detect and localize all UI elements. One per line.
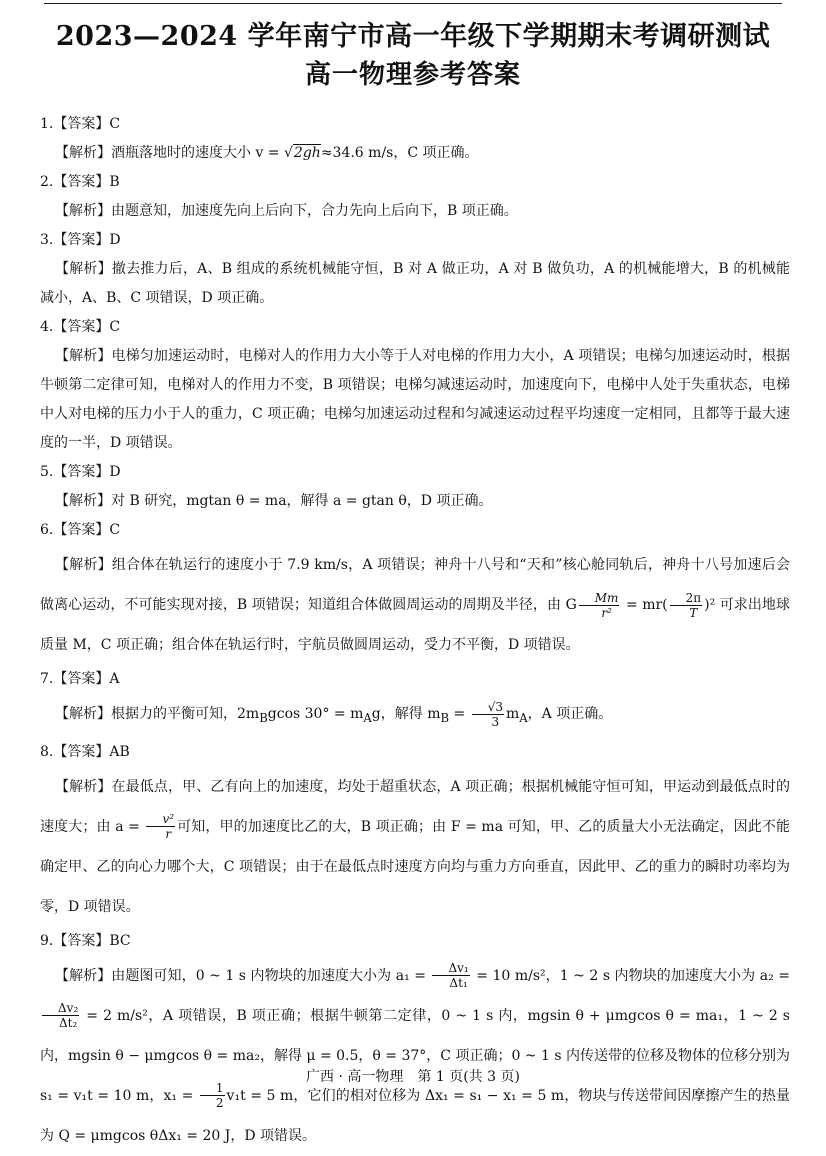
explanation: 【解析】由题图可知，0 ~ 1 s 内物块的加速度大小为 a₁ = $\frac{\text{Δv₁}}{\text{Δt₁}}$ = 10 m/s²，1 ~ 2 s 内物块的加速度大小为 a₂ = $\frac{\text{Δv₂}}{\text{Δt₂}}$ = 2 m/s²，A 项错误，B 项正确；根据牛顿第二定律，0 ~ 1 s 内，mgsin θ + μmgcos θ = ma₁，1 ~ 2 s 内，mgsin θ − μmgcos θ = ma₂，解得 μ = 0.5，θ = 37°，C 项正确；0 ~ 1 s 内传送带的位移及物体的位移分别为 s₁ = v₁t = 10 m，x₁ = $\frac{1}{2}$ v₁t = 5 m，它们的相对位移为 Δx₁ = s₁ − x₁ = 5 m，物块与传送带间因摩擦产生的热量为 Q = μmgcos θΔx₁ = 20 J，D 项错误。 <box>40 961 791 1144</box>
answers-list <box>40 110 790 1156</box>
page-subtitle: 高一物理参考答案 <box>304 60 521 90</box>
explanation: 【解析】在最低点，甲、乙有向上的加速度，均处于超重状态，A 项正确；根据机械能守恒可知，甲运动到最低点时的速度大；由 a = $\frac{\text{v²}}{r}$ 可知，甲的加速度比乙的大，B 项正确；由 F = ma 可知，甲、乙的质量大小无法确定，因此不能确定甲、乙的向心力哪个大，C 项错误；由于在最低点时速度方向均与重力方向垂直，因此甲、乙的重力的瞬时功率均为零，D 项错误。 <box>40 778 790 915</box>
explanation: 【解析】对 B 研究，mgtan θ = ma，解得 a = gtan θ，D 项正确。 <box>55 493 493 509</box>
top-rule <box>44 3 782 4</box>
answer-line: 8.【答案】AB <box>40 743 130 760</box>
answer-line: 4.【答案】C <box>40 319 121 335</box>
answer-line: 3.【答案】D <box>40 232 121 248</box>
question-8 <box>40 738 790 927</box>
fraction: $\frac{\text{Δv₂}}{\text{Δt₂}}$ <box>42 1001 79 1030</box>
answer-line: 7.【答案】A <box>40 671 120 687</box>
question-2 <box>40 168 790 226</box>
explanation: 【解析】根据力的平衡可知，$2m_Bgcos$ $30^\circ = m_Ag$，解得 $m_B$ = $\frac{√3}{3}$ $m_A$，A 项正确。 <box>55 699 613 729</box>
fraction: $\frac{√3}{3}$ <box>472 700 504 729</box>
answer-line: 2.【答案】B <box>40 174 120 190</box>
explanation: 【解析】由题意知，加速度先向上后向下，合力先向上后向下，B 项正确。 <box>55 203 518 219</box>
explanation: 【解析】酒瓶落地时的速度大小 v = √2gh≈34.6 m/s，C 项正确。 <box>55 145 479 161</box>
fraction: $\frac{Mm}{\text{r²}}$ <box>579 591 620 620</box>
question-9 <box>40 927 790 1156</box>
page-footer: 广西 · 高一物理 第 1 页(共 3 页) <box>306 1069 520 1085</box>
question-3 <box>40 226 790 313</box>
explanation: 【解析】组合体在轨运行的速度小于 7.9 km/s，A 项错误；神舟十八号和“天和”核心舱同轨后，神舟十八号加速后会做离心运动，不可能实现对接，B 项错误；知道组合体做圆周运动的周期及半径，由 G $\frac{Mm}{\text{r²}}$ = mr( $\frac{2\pi}{T}$ )² 可求出地球质量 M，C 项正确；组合体在轨运行时，宇航员做圆周运动，受力不平衡，D 项错误。 <box>40 557 790 653</box>
fraction: $\frac{2\pi}{T}$ <box>670 591 703 620</box>
question-1 <box>40 110 790 168</box>
question-4 <box>40 313 790 458</box>
fraction: $\frac{\text{Δv₁}}{\text{Δt₁}}$ <box>432 961 469 990</box>
fraction: $\frac{\text{v²}}{r}$ <box>146 812 175 841</box>
fraction: $\frac{1}{2}$ <box>200 1081 225 1110</box>
question-6 <box>40 516 790 665</box>
page-title: 2023—2024 学年南宁市高一年级下学期期末考调研测试 <box>55 21 771 52</box>
question-7 <box>40 665 790 738</box>
answer-line: 5.【答案】D <box>40 464 121 480</box>
question-5 <box>40 458 790 516</box>
explanation: 【解析】撤去推力后，A、B 组成的系统机械能守恒，B 对 A 做正功，A 对 B 做负功，A 的机械能增大，B 的机械能减小，A、B、C 项错误，D 项正确。 <box>40 261 790 306</box>
answer-line: 6.【答案】C <box>40 522 121 538</box>
answer-line: 1.【答案】C <box>40 116 121 132</box>
answer-line: 9.【答案】BC <box>40 932 131 949</box>
explanation: 【解析】电梯匀加速运动时，电梯对人的作用力大小等于人对电梯的作用力大小，A 项错误；电梯匀加速运动时，根据牛顿第二定律可知，电梯对人的作用力不变，B 项错误；电梯匀减速运动时，加速度向下，电梯中人处于失重状态，电梯中人对电梯的压力小于人的重力，C 项正确；电梯匀加速运动过程和匀减速运动过程平均速度一定相同，且都等于最大速度的一半，D 项错误。 <box>40 348 790 451</box>
